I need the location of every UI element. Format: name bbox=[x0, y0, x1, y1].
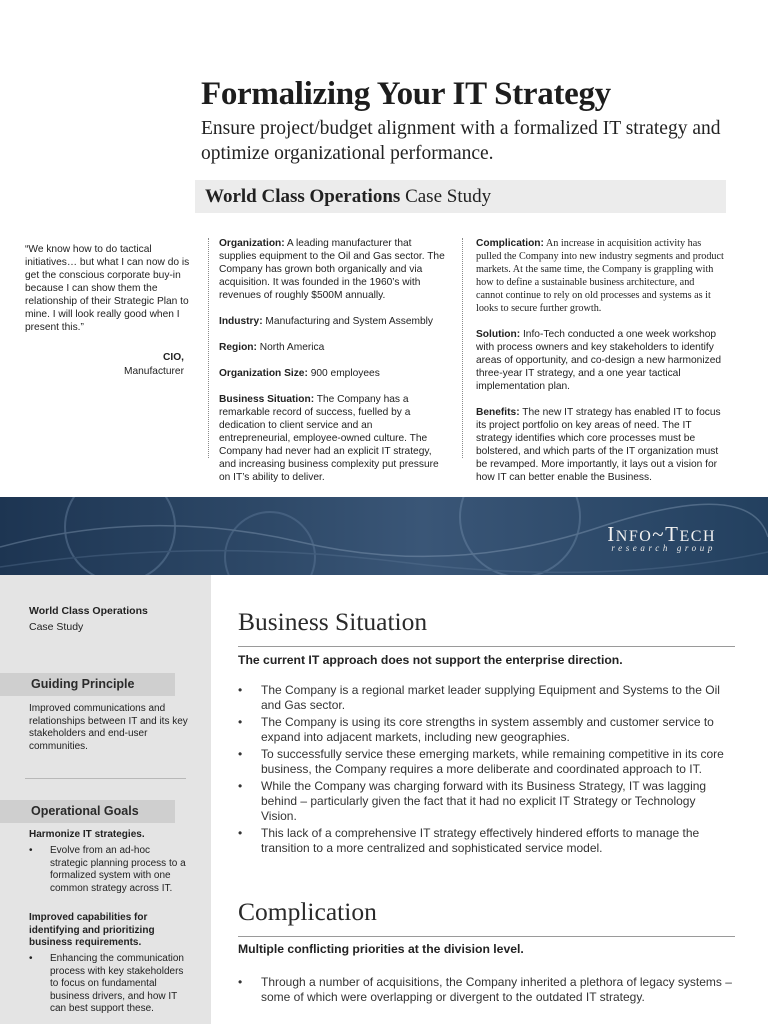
situation-label: Business Situation: bbox=[219, 394, 315, 405]
business-situation-heading: Business Situation bbox=[238, 607, 428, 636]
organization-text: A leading manufacturer that supplies equipment to the Oil and Gas sector. The Company has grown both organically and via acquisition. It was founded in the 1960’s with revenues of roughly $500M annually. bbox=[219, 238, 445, 301]
complication-list bbox=[238, 975, 733, 1007]
complication-text: An increase in acquisition activity has pulled the Company into new industry segments and product markets. At the same time, the Company is grappling with how to define a sustainable business architecture, and cannot continue to rely on old processes and systems as it looks to secure further growth. bbox=[476, 238, 724, 314]
bullet-dot: • bbox=[238, 779, 243, 793]
case-bar-bold: World Class Operations bbox=[205, 186, 401, 207]
outcome-column bbox=[476, 237, 724, 497]
logo-letter: I bbox=[607, 522, 616, 546]
goal-1-title: Harmonize IT strategies. bbox=[29, 829, 145, 840]
complication-lead: Multiple conflicting priorities at the division level. bbox=[238, 942, 524, 956]
page-title: Formalizing Your IT Strategy bbox=[201, 76, 611, 112]
section-rule bbox=[238, 936, 735, 937]
bullet-dot: • bbox=[29, 953, 33, 964]
bullet-dot: • bbox=[238, 747, 243, 761]
complication-label: Complication: bbox=[476, 238, 544, 249]
organization-label: Organization: bbox=[219, 238, 285, 249]
guiding-principle-heading bbox=[0, 673, 175, 696]
quote-attribution bbox=[20, 351, 184, 379]
goal-1-bullet-text: Evolve from an ad-hoc strategic planning process to a formalized system with one common strategy across IT. bbox=[50, 845, 186, 894]
bullet-dot: • bbox=[238, 975, 243, 989]
business-situation-list bbox=[238, 683, 733, 858]
logo-letters-ech: ECH bbox=[679, 528, 716, 545]
operational-goals-heading bbox=[0, 800, 175, 823]
case-study-bar bbox=[195, 180, 726, 213]
region-text: North America bbox=[256, 342, 325, 353]
bullet-item bbox=[238, 826, 733, 856]
size-para bbox=[219, 367, 445, 380]
size-text: 900 employees bbox=[307, 368, 380, 379]
client-quote: “We know how to do tactical initiatives… but what I can now do is get the conscious corporate buy-in because I can show them the relationship of their Strategic Plan to mine. I will look really good when I present this.” bbox=[25, 244, 190, 333]
case-bar-rest: Case Study bbox=[400, 186, 492, 207]
logo-tilde: ~ bbox=[652, 522, 666, 546]
sidebar-divider bbox=[25, 778, 186, 779]
industry-text: Manufacturing and System Assembly bbox=[262, 316, 434, 327]
sidebar-subtitle: Case Study bbox=[29, 621, 84, 633]
industry-label: Industry: bbox=[219, 316, 263, 327]
logo-letter-t: T bbox=[665, 522, 680, 546]
logo-letters: NFO bbox=[615, 528, 653, 545]
bullet-text: This lack of a comprehensive IT strategy effectively hindered efforts to manage the transition to a more centralized and sophisticated service model. bbox=[261, 826, 700, 855]
column-divider-right bbox=[462, 238, 463, 458]
bullet-dot: • bbox=[238, 715, 243, 729]
bullet-item bbox=[238, 683, 733, 713]
goal-2-bullet bbox=[29, 953, 189, 1016]
industry-para bbox=[219, 315, 445, 328]
bullet-dot: • bbox=[238, 683, 243, 697]
complication-heading: Complication bbox=[238, 897, 377, 926]
bullet-text: To successfully service these emerging markets, while remaining competitive in its core business, the Company requires a more deliberate and coordinated approach to IT. bbox=[261, 747, 724, 776]
situation-para bbox=[219, 393, 445, 484]
goal-1-bullet bbox=[29, 845, 189, 895]
business-situation-lead: The current IT approach does not support the enterprise direction. bbox=[238, 653, 623, 667]
bullet-text: The Company is using its core strengths in system assembly and customer service to expand into adjacent markets, including new geographies. bbox=[261, 715, 714, 744]
quote-org: Manufacturer bbox=[123, 366, 184, 377]
bullet-dot: • bbox=[238, 826, 243, 840]
overview-column bbox=[219, 237, 445, 497]
bullet-text: The Company is a regional market leader supplying Equipment and Systems to the Oil and Gas sector. bbox=[261, 683, 720, 712]
solution-para bbox=[476, 328, 724, 393]
logo-tagline: research group bbox=[611, 543, 716, 553]
complication-para bbox=[476, 237, 724, 315]
solution-label: Solution: bbox=[476, 329, 521, 340]
goals-heading-text: Operational Goals bbox=[31, 804, 139, 818]
benefits-text: The new IT strategy has enabled IT to focus its project portfolio on key areas of need. The IT strategy identifies which core processes must be bolstered, and which parts of the IT organization must be revamped. More importantly, it lays out a vision for how IT can better enable the Business. bbox=[476, 407, 721, 483]
section-rule bbox=[238, 646, 735, 647]
bullet-text: While the Company was charging forward with its Business Strategy, IT was lagging behind – particularly given the fact that it had no explicit IT Strategy or Technology Vision. bbox=[261, 779, 707, 823]
bullet-text: Through a number of acquisitions, the Company inherited a plethora of legacy systems – some of which were overlapping or divergent to the outdated IT strategy. bbox=[261, 975, 732, 1004]
benefits-label: Benefits: bbox=[476, 407, 520, 418]
solution-text: Info-Tech conducted a one week workshop with process owners and key stakeholders to identify areas of opportunity, and co-design a new harmonized three-year IT strategy, and a one year tactical implementation plan. bbox=[476, 329, 722, 392]
goal-2-bullet-text: Enhancing the communication process with key stakeholders to focus on fundamental business drivers, and how IT can best support these. bbox=[50, 953, 184, 1014]
organization-para bbox=[219, 237, 445, 302]
size-label: Organization Size: bbox=[219, 368, 308, 379]
bullet-item bbox=[238, 975, 733, 1005]
bullet-dot: • bbox=[29, 845, 33, 856]
guiding-principle-text: Improved communications and relationships between IT and its key stakeholders and end-user communities. bbox=[29, 703, 188, 752]
sidebar-title: World Class Operations bbox=[29, 605, 148, 617]
region-para bbox=[219, 341, 445, 354]
bullet-item bbox=[238, 747, 733, 777]
guiding-heading-text: Guiding Principle bbox=[31, 677, 135, 691]
bullet-item bbox=[238, 715, 733, 745]
benefits-para bbox=[476, 406, 724, 484]
goal-2-title: Improved capabilities for identifying and prioritizing business requirements. bbox=[29, 912, 155, 948]
page-subtitle: Ensure project/budget alignment with a formalized IT strategy and optimize organizational performance. bbox=[201, 118, 721, 164]
situation-text: The Company has a remarkable record of success, fuelled by a dedication to client service and an entrepreneurial, employee-owned culture. The Company had never had an explicit IT strategy, and increasing business complexity put pressure on IT’s ability to deliver. bbox=[219, 394, 439, 483]
region-label: Region: bbox=[219, 342, 257, 353]
column-divider-left bbox=[208, 238, 209, 458]
bullet-item bbox=[238, 779, 733, 824]
quote-role: CIO, bbox=[163, 352, 184, 363]
